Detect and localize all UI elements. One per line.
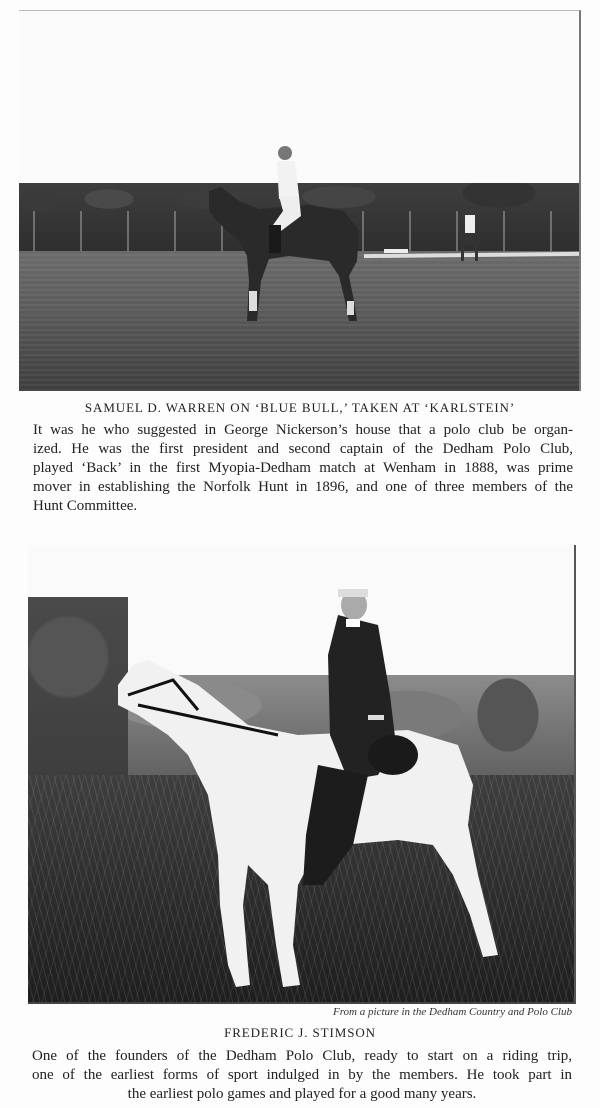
white-horse-and-rider-figure [78, 585, 498, 995]
figure-1-caption-text [33, 421, 573, 516]
caption-line: One of the founders of the Dedham Polo Club, ready to start on a riding trip, [32, 1048, 572, 1064]
caption-line: It was he who suggested in George Nickerson’s house that a polo club be organ- [33, 422, 573, 438]
figure-2-caption-text [32, 1047, 572, 1104]
photo-credit: From a picture in the Dedham Country and Polo Club [332, 1006, 572, 1018]
caption-line: one of the earliest forms of sport indulged in by the members. He took part in [32, 1067, 572, 1083]
photo-frederic-stimson-on-white-horse [28, 545, 576, 1004]
caption-line: the earliest polo games and played for a good many years. [127, 1086, 477, 1102]
figure-2-caption-title: FREDERIC J. STIMSON [224, 1025, 376, 1040]
figure-1-caption-title: SAMUEL D. WARREN ON ‘BLUE BULL,’ TAKEN AT ‘KARLSTEIN’ [84, 400, 516, 415]
distant-rider-figure [455, 211, 485, 266]
caption-line: Hunt Committee. [33, 498, 138, 514]
photo-samuel-warren-on-blue-bull [19, 10, 581, 391]
caption-line: mover in establishing the Norfolk Hunt in 1896, and one of three members of the [33, 479, 573, 495]
caption-line: played ‘Back’ in the first Myopia-Dedham match at Wenham in 1888, was prime [33, 460, 573, 476]
caption-line: ized. He was the first president and second captain of the Dedham Polo Club, [33, 441, 573, 457]
horse-and-rider-figure [199, 141, 389, 331]
